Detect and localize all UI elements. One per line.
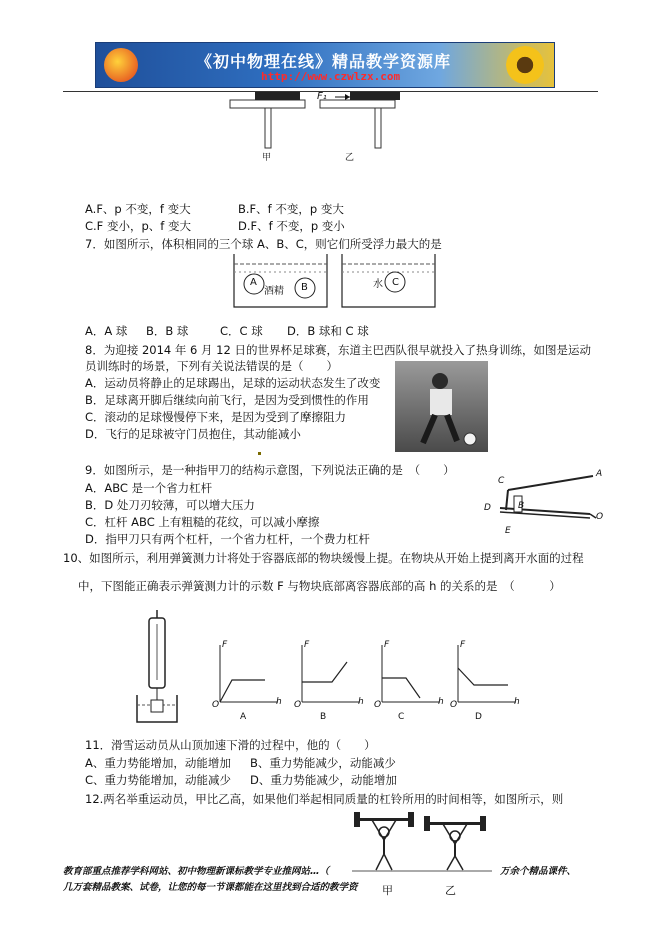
fig6-force-label: F₁: [317, 91, 327, 102]
q11-option-b: B、重力势能减少，动能减少: [250, 756, 396, 770]
q7-text: 7．如图所示，体积相同的三个球 A、B、C，则它们所受浮力最大的是: [85, 237, 442, 251]
q6-option-b: B.F、f 不变，p 变大: [238, 202, 344, 216]
q11-option-d: D、重力势能减少，动能增加: [250, 773, 397, 787]
footer-line1-right: 万余个精品课件、: [500, 866, 577, 877]
nail-clipper-figure: [478, 468, 603, 536]
graph-c-axis-x: h: [438, 697, 444, 707]
q10-text-line2: 中，下图能正确表示弹簧测力计的示数 F 与物块底部离容器底部的高 h 的关系的是 （ ）: [78, 579, 561, 593]
site-logo: [104, 48, 138, 82]
fig9-label-c: C: [498, 476, 505, 486]
q9-option-b: B．D 处刀刃较薄，可以增大压力: [85, 498, 255, 512]
graph-a-axis-y: F: [222, 640, 228, 650]
soccer-player-photo: [395, 361, 488, 452]
graph-c-axis-y: F: [384, 640, 390, 650]
q10-text-line1: 10、如图所示，利用弹簧测力计将处于容器底部的物块缓慢上提。在物块从开始上提到离开水面的过程: [63, 551, 584, 565]
fig6-left-label: 甲: [262, 153, 272, 163]
header-banner: [95, 42, 555, 88]
q7-option-b: B．B 球: [146, 324, 189, 338]
q7-option-a: A．A 球: [85, 324, 128, 338]
fig9-label-a: A: [596, 469, 603, 479]
q12-text: 12.两名举重运动员，甲比乙高，如果他们举起相同质量的杠铃所用的时间相等，如图所示，则: [85, 792, 564, 806]
q8-option-c: C．滚动的足球慢慢停下来，是因为受到了摩擦阻力: [85, 410, 347, 424]
graph-c: [372, 640, 442, 710]
fig7-label-b: B: [301, 282, 308, 293]
figure-q6: [225, 92, 405, 172]
fig12-left-label: 甲: [382, 884, 393, 897]
fig7-liquid-left: 酒精: [264, 286, 284, 297]
graph-d: [448, 640, 518, 710]
q9-text: 9．如图所示，是一种指甲刀的结构示意图，下列说法正确的是 （ ）: [85, 463, 455, 477]
graph-a-axis-x: h: [276, 697, 282, 707]
q6-option-d: D.F、f 不变，p 变小: [238, 219, 345, 233]
q8-text-line2: 员训练时的场景，下列有关说法错误的是（ ）: [85, 359, 338, 373]
q8-text-line1: 8．为迎接 2014 年 6 月 12 日的世界杯足球赛，东道主巴西队很早就投入了热身训练，如图是运动: [85, 343, 591, 357]
graph-a-origin: O: [212, 700, 220, 710]
q6-option-a: A.F、p 不变，f 变大: [85, 202, 191, 216]
banner-title: 《初中物理在线》精品教学资源库: [196, 52, 452, 71]
stray-dot: [258, 452, 261, 455]
q11-option-a: A、重力势能增加，动能增加: [85, 756, 231, 770]
footer-line1: 教育部重点推荐学科网站、初中物理新课标教学专业推网站…（: [63, 866, 330, 877]
fig7-liquid-right: 水: [373, 279, 383, 290]
graph-d-label: D: [475, 712, 482, 722]
q9-option-d: D．指甲刀只有两个杠杆，一个省力杠杆，一个费力杠杆: [85, 532, 370, 546]
graph-c-origin: O: [374, 700, 382, 710]
fig7-label-c: C: [392, 277, 399, 288]
graph-a: [210, 640, 280, 710]
q9-option-c: C．杠杆 ABC 上有粗糙的花纹，可以减小摩擦: [85, 515, 320, 529]
spring-scale-figure: [132, 610, 182, 725]
q7-option-d: D．B 球和 C 球: [287, 324, 369, 338]
banner-url: http://www.czwlzx.com: [261, 70, 401, 83]
q8-option-d: D．飞行的足球被守门员抱住，其动能减小: [85, 427, 301, 441]
fig9-label-b: B: [518, 501, 525, 511]
graph-c-label: C: [398, 712, 405, 722]
q7-option-c: C．C 球: [220, 324, 263, 338]
q11-text: 11．滑雪运动员从山顶加速下滑的过程中，他的（ ）: [85, 738, 376, 752]
graph-b-axis-y: F: [304, 640, 310, 650]
fig7-label-a: A: [250, 277, 257, 288]
graph-b-label: B: [320, 712, 327, 722]
graph-b-axis-x: h: [358, 697, 364, 707]
fig9-label-o: O: [596, 512, 604, 522]
graph-a-label: A: [240, 712, 247, 722]
fig9-label-d: D: [484, 503, 491, 513]
graph-b-origin: O: [294, 700, 302, 710]
graph-d-axis-x: h: [514, 697, 520, 707]
graph-d-axis-y: F: [460, 640, 466, 650]
q8-option-a: A．运动员将静止的足球踢出，足球的运动状态发生了改变: [85, 376, 381, 390]
q11-option-c: C、重力势能增加，动能减少: [85, 773, 232, 787]
q9-option-a: A．ABC 是一个省力杠杆: [85, 481, 213, 495]
sunflower-icon: [506, 46, 544, 84]
graph-d-origin: O: [450, 700, 458, 710]
weightlifters-figure: [352, 812, 492, 872]
fig6-right-label: 乙: [345, 153, 355, 163]
fig12-right-label: 乙: [445, 884, 456, 897]
fig9-label-e: E: [505, 526, 511, 536]
q8-option-b: B．足球离开脚后继续向前飞行，是因为受到惯性的作用: [85, 393, 369, 407]
graph-b: [292, 640, 362, 710]
footer-line2: 几万套精品教案、试卷，让您的每一节课都能在这里找到合适的教学资: [63, 882, 358, 893]
q6-option-c: C.F 变小，p、f 变大: [85, 219, 191, 233]
figure-q7: [232, 252, 437, 312]
